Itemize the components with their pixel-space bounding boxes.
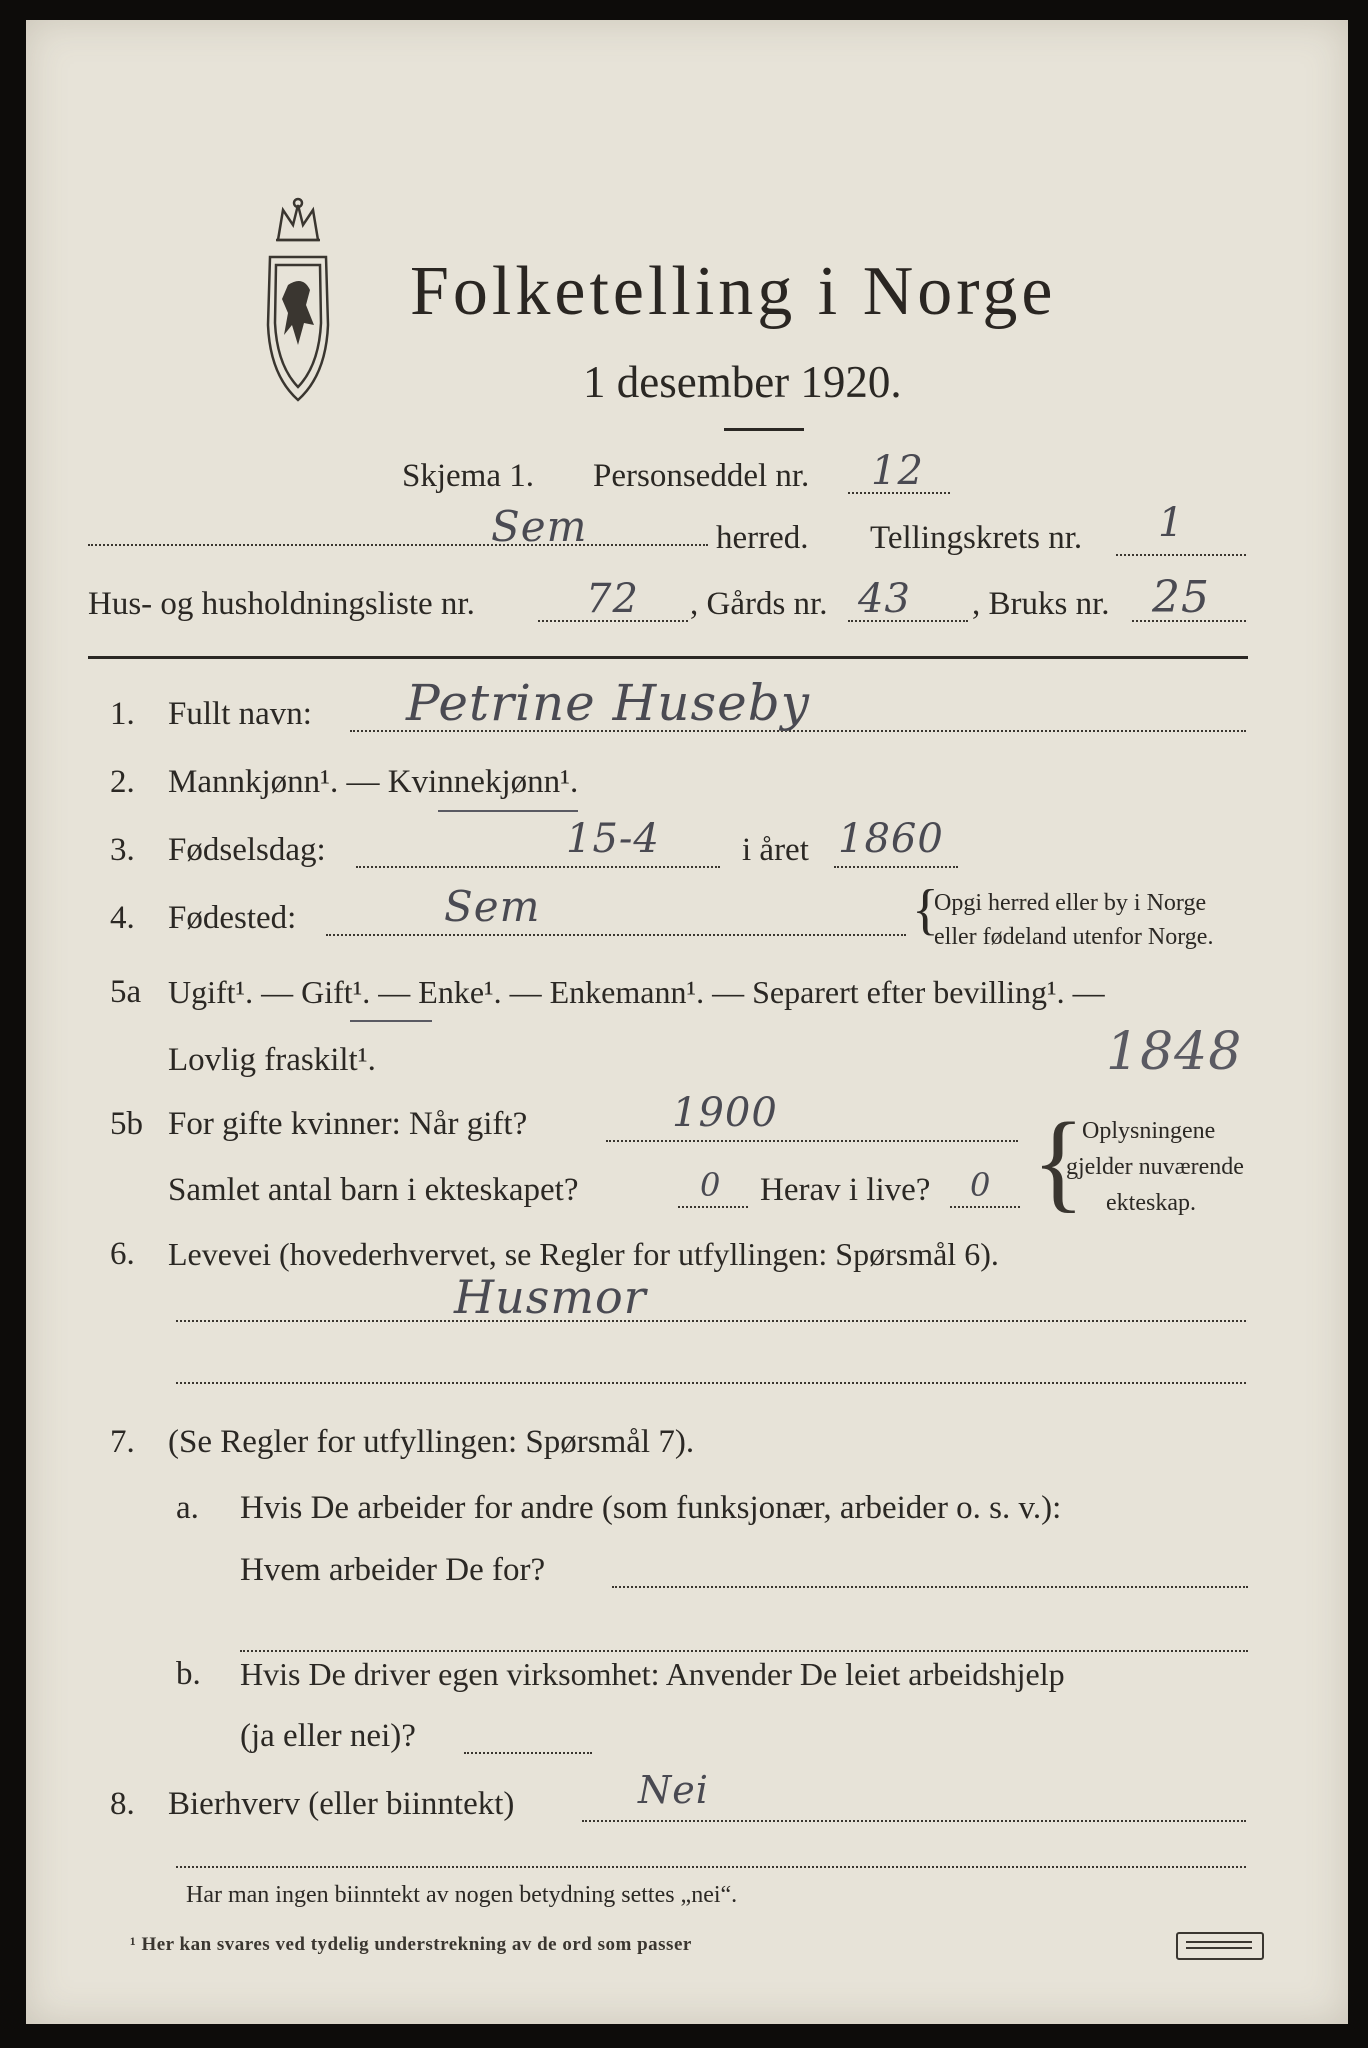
q3-year-label: i året	[742, 832, 809, 868]
title-divider	[724, 428, 804, 431]
q7-number: 7.	[110, 1424, 135, 1460]
husliste-label: Hus- og husholdningsliste nr.	[88, 586, 475, 622]
herred-value: Sem	[491, 502, 588, 551]
q5a-line1: Ugift¹. — Gift¹. — Enke¹. — Enkemann¹. — Separert efter bevilling¹. —	[168, 974, 1105, 1010]
q7a-letter: a.	[176, 1490, 199, 1526]
q5b-alive-field[interactable]	[950, 1206, 1020, 1208]
q1-number: 1.	[110, 696, 135, 732]
q5b-label2: Samlet antal barn i ekteskapet?	[168, 1172, 579, 1208]
personseddel-label: Personseddel nr.	[593, 458, 810, 494]
q5b-brace: {	[1032, 1100, 1085, 1222]
skjema-label: Skjema 1.	[402, 458, 534, 494]
q1-value: Petrine Huseby	[406, 674, 810, 732]
census-date: 1 desember 1920.	[583, 357, 902, 407]
footnote: ¹ Her kan svares ved tydelig understrekning av de ord som passer	[130, 1934, 692, 1955]
q2-underline-kvinnekjonn	[438, 810, 578, 812]
q5b-number: 5b	[110, 1106, 143, 1142]
q5b-children-value: 0	[700, 1166, 722, 1204]
q6-field-2[interactable]	[176, 1382, 1246, 1384]
q5b-label1: For gifte kvinner: Når gift?	[168, 1106, 528, 1142]
gards-value: 43	[858, 576, 911, 622]
bruks-value: 25	[1152, 572, 1210, 623]
q6-field-1[interactable]	[176, 1320, 1246, 1322]
q7a-line2: Hvem arbeider De for?	[240, 1552, 546, 1588]
q7b-letter: b.	[176, 1656, 201, 1692]
q4-value: Sem	[444, 882, 541, 931]
q8-value: Nei	[638, 1768, 709, 1812]
personseddel-value: 12	[871, 448, 924, 494]
printer-mark-icon	[1176, 1932, 1264, 1960]
coat-of-arms-icon	[248, 195, 348, 405]
gards-label: , Gårds nr.	[690, 586, 828, 622]
q4-number: 4.	[110, 900, 135, 936]
q3-label: Fødselsdag:	[168, 832, 326, 868]
q7b-line1: Hvis De driver egen virksomhet: Anvender De leiet arbeidshjelp	[240, 1656, 1065, 1692]
q3-day-value: 15-4	[566, 816, 660, 862]
q8-field-2[interactable]	[176, 1866, 1246, 1868]
tellingskrets-field[interactable]	[1116, 554, 1246, 556]
q4-note-line1: Opgi herred eller by i Norge	[934, 890, 1207, 916]
q2-label: Mannkjønn¹. — Kvinnekjønn¹.	[168, 764, 579, 800]
q7-label: (Se Regler for utfyllingen: Spørsmål 7).	[168, 1424, 695, 1460]
q4-field[interactable]	[326, 934, 906, 936]
q5b-note-line3: ekteskap.	[1106, 1190, 1196, 1216]
q7a-line1: Hvis De arbeider for andre (som funksjonær, arbeider o. s. v.):	[240, 1490, 1062, 1526]
q3-day-field[interactable]	[356, 866, 720, 868]
bruks-label: , Bruks nr.	[972, 586, 1110, 622]
q5a-underline-gift	[350, 1020, 432, 1022]
q8-field-1[interactable]	[582, 1820, 1246, 1822]
q7a-field-1[interactable]	[612, 1586, 1248, 1588]
q5b-note-line1: Oplysningene	[1082, 1118, 1216, 1144]
q4-label: Fødested:	[168, 900, 297, 936]
q5b-married-value: 1900	[672, 1090, 778, 1136]
tellingskrets-value: 1	[1158, 500, 1185, 546]
q5a-line2: Lovlig fraskilt¹.	[168, 1042, 376, 1078]
q5b-alive-value: 0	[970, 1166, 992, 1204]
herred-label: herred.	[716, 520, 809, 556]
q4-note-line2: eller fødeland utenfor Norge.	[934, 924, 1214, 950]
q8-label: Bierhverv (eller biinntekt)	[168, 1786, 515, 1822]
q6-label: Levevei (hovederhvervet, se Regler for utfyllingen: Spørsmål 6).	[168, 1236, 999, 1272]
q3-number: 3.	[110, 832, 135, 868]
q5b-label3: Herav i live?	[760, 1172, 931, 1208]
q5b-children-field[interactable]	[678, 1206, 748, 1208]
q3-year-value: 1860	[838, 816, 944, 862]
husliste-value: 72	[586, 576, 639, 622]
footer-note: Har man ingen biinntekt av nogen betydning settes „nei“.	[186, 1882, 738, 1908]
herred-field[interactable]	[88, 544, 708, 546]
q5a-margin-value: 1848	[1106, 1022, 1243, 1082]
form-title: Folketelling i Norge	[410, 253, 1057, 330]
q5a-number: 5a	[110, 974, 142, 1010]
q7b-line2: (ja eller nei)?	[240, 1718, 416, 1754]
q1-label: Fullt navn:	[168, 696, 312, 732]
q6-value: Husmor	[454, 1270, 647, 1324]
q3-year-field[interactable]	[834, 866, 958, 868]
q2-number: 2.	[110, 764, 135, 800]
q5b-note-line2: gjelder nuværende	[1066, 1154, 1244, 1180]
header-separator	[88, 656, 1248, 659]
q5b-married-field[interactable]	[606, 1140, 1018, 1142]
q7a-field-2[interactable]	[240, 1650, 1248, 1652]
census-form-sheet	[26, 20, 1348, 2024]
q6-number: 6.	[110, 1236, 135, 1272]
q4-brace: {	[912, 879, 939, 941]
q7b-field[interactable]	[464, 1752, 592, 1754]
q8-number: 8.	[110, 1786, 135, 1822]
tellingskrets-label: Tellingskrets nr.	[870, 520, 1083, 556]
